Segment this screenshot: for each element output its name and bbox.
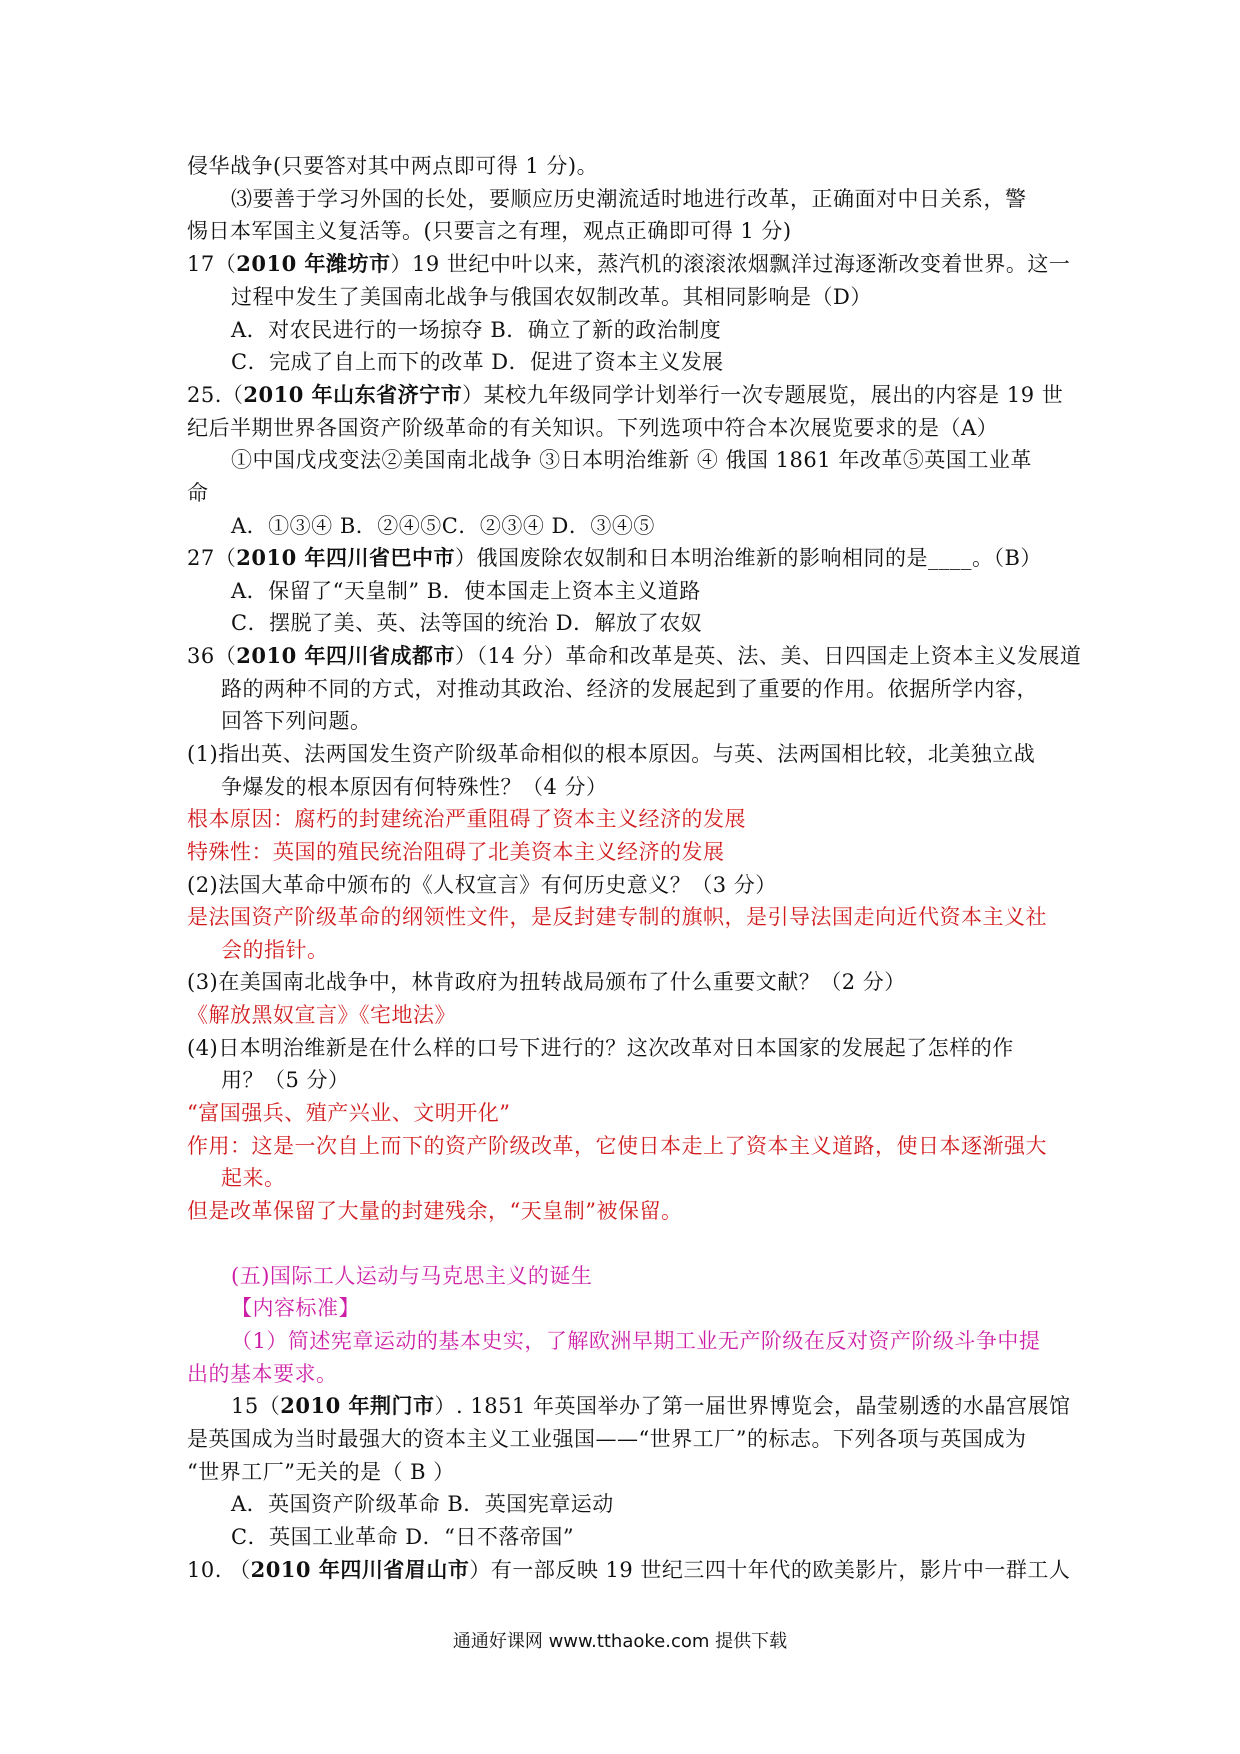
page-footer: 通通好课网 www.tthaoke.com 提供下载	[452, 1631, 788, 1652]
question-text-line: 纪后半期世界各国资产阶级革命的有关知识。下列选项中符合本次展览要求的是（A）	[187, 416, 999, 440]
question-source: 2010 年荆门市	[280, 1393, 435, 1418]
answer-line: 但是改革保留了大量的封建残余，“天皇制”被保留。	[187, 1199, 683, 1223]
option-line: A．保留了“天皇制” B．使本国走上资本主义道路	[231, 579, 701, 603]
question-15-heading	[231, 1392, 1070, 1420]
option-line: A．英国资产阶级革命 B．英国宪章运动	[231, 1492, 614, 1516]
answer-line: 特殊性：英国的殖民统治阻碍了北美资本主义经济的发展	[187, 840, 725, 864]
option-line: C．完成了自上而下的改革 D．促进了资本主义发展	[231, 350, 724, 374]
sub-question-3: (3)在美国南北战争中，林肯政府为扭转战局颁布了什么重要文献？（2 分）	[187, 970, 906, 994]
question-text-line: 是英国成为当时最强大的资本主义工业强国——“世界工厂”的标志。下列各项与英国成为	[187, 1427, 1027, 1451]
answer-text-line: 惕日本军国主义复活等。(只要言之有理，观点正确即可得 1 分)	[187, 219, 792, 243]
question-number: 25.（	[187, 383, 244, 407]
question-source: 2010 年山东省济宁市	[243, 382, 463, 407]
question-17-heading	[187, 250, 1070, 278]
question-text-line: “世界工厂”无关的是（ B ）	[187, 1460, 455, 1484]
content-standard-text-cont: 出的基本要求。	[187, 1362, 338, 1386]
sub-question-1-cont: 争爆发的根本原因有何特殊性？（4 分）	[221, 775, 608, 799]
question-number: 27（	[187, 546, 237, 570]
question-number: 10. （	[187, 1558, 251, 1582]
answer-line: 起来。	[221, 1166, 286, 1190]
answer-line: 会的指针。	[221, 938, 329, 962]
answer-line: 作用：这是一次自上而下的资产阶级改革，它使日本走上了资本主义道路，使日本逐渐强大	[187, 1134, 1047, 1158]
question-source: 2010 年四川省成都市	[236, 643, 455, 668]
question-text: ）（14 分）革命和改革是英、法、美、日四国走上资本主义发展道	[455, 644, 1082, 668]
question-25-heading	[187, 381, 1063, 409]
answer-line: “富国强兵、殖产兴业、文明开化”	[187, 1101, 511, 1125]
question-text: ）俄国废除农奴制和日本明治维新的影响相同的是____。（B）	[455, 546, 1042, 570]
content-standard-text: （1）简述宪章运动的基本史实，了解欧洲早期工业无产阶级在反对资产阶级斗争中提	[231, 1329, 1041, 1353]
question-text: ）19 世纪中叶以来，蒸汽机的滚滚浓烟飘洋过海逐渐改变着世界。这一	[390, 252, 1071, 276]
content-standard-label: 【内容标准】	[231, 1296, 360, 1320]
question-36-heading	[187, 642, 1081, 670]
option-line: C．摆脱了美、英、法等国的统治 D．解放了农奴	[231, 611, 703, 635]
section-heading: (五)国际工人运动与马克思主义的诞生	[231, 1264, 593, 1288]
sub-question-4-cont: 用？（5 分）	[221, 1068, 350, 1092]
question-number: 15（	[231, 1394, 281, 1418]
question-number: 36（	[187, 644, 237, 668]
question-source: 2010 年四川省眉山市	[250, 1557, 470, 1582]
option-line: C．英国工业革命 D．“日不落帝国”	[231, 1525, 575, 1549]
sub-question-1: (1)指出英、法两国发生资产阶级革命相似的根本原因。与英、法两国相比较，北美独立战	[187, 742, 1036, 766]
question-27-heading	[187, 544, 1042, 572]
option-line: A．对农民进行的一场掠夺 B．确立了新的政治制度	[231, 318, 722, 342]
answer-text-line: 侵华战争(只要答对其中两点即可得 1 分)。	[187, 154, 599, 178]
sub-question-2: (2)法国大革命中颁布的《人权宣言》有何历史意义？（3 分）	[187, 873, 777, 897]
question-text-line: 命	[187, 481, 209, 505]
answer-line: 根本原因：腐朽的封建统治严重阻碍了资本主义经济的发展	[187, 807, 746, 831]
answer-line: 是法国资产阶级革命的纲领性文件，是反封建专制的旗帜，是引导法国走向近代资本主义社	[187, 905, 1047, 929]
answer-line: 《解放黑奴宣言》《宅地法》	[187, 1003, 456, 1027]
question-source: 2010 年四川省巴中市	[236, 545, 455, 570]
question-10-heading	[187, 1556, 1070, 1584]
question-number: 17（	[187, 252, 237, 276]
question-text-line: 回答下列问题。	[221, 709, 372, 733]
answer-text-line: ⑶要善于学习外国的长处，要顺应历史潮流适时地进行改革，正确面对中日关系，警	[231, 187, 1027, 211]
question-text: ）某校九年级同学计划举行一次专题展览，展出的内容是 19 世	[462, 383, 1064, 407]
option-line: A．①③④ B．②④⑤C．②③④ D．③④⑤	[231, 514, 655, 538]
sub-question-4: (4)日本明治维新是在什么样的口号下进行的？这次改革对日本国家的发展起了怎样的作	[187, 1036, 1014, 1060]
question-source: 2010 年潍坊市	[236, 251, 391, 276]
question-text: ）有一部反映 19 世纪三四十年代的欧美影片，影片中一群工人	[469, 1558, 1071, 1582]
question-text: ）. 1851 年英国举办了第一届世界博览会，晶莹剔透的水晶宫展馆	[434, 1394, 1071, 1418]
question-text-line: ①中国戊戌变法②美国南北战争 ③日本明治维新 ④ 俄国 1861 年改革⑤英国工业革	[231, 448, 1032, 472]
question-text-line: 路的两种不同的方式，对推动其政治、经济的发展起到了重要的作用。依据所学内容，	[221, 677, 1038, 701]
question-text-line: 过程中发生了美国南北战争与俄国农奴制改革。其相同影响是（D）	[231, 285, 872, 309]
